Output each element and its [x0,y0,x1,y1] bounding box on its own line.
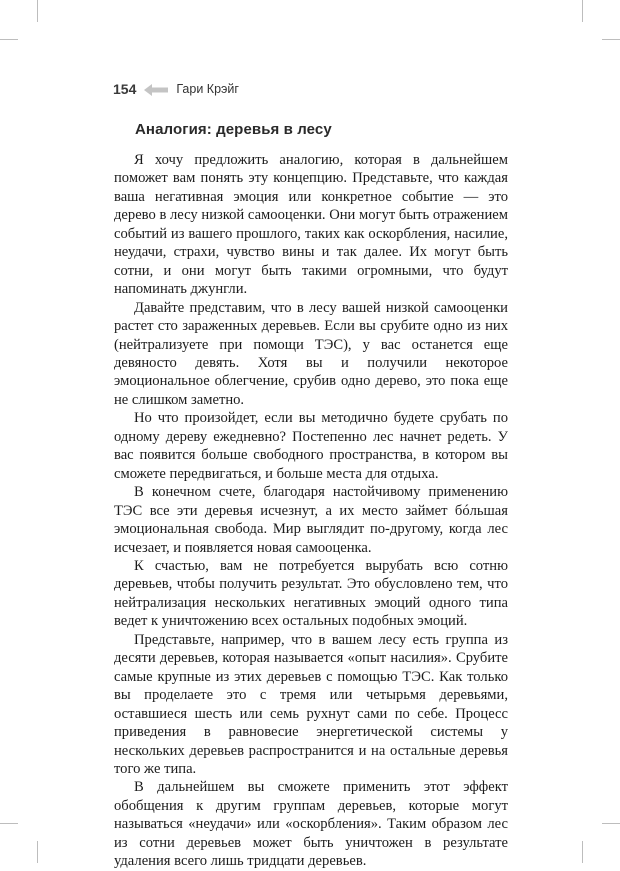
crop-mark-bottom-right [582,841,583,863]
paragraph: Представьте, например, что в вашем лесу есть группа из десяти деревьев, которая называется «опыт насилия». Срубите самые крупные из этих деревьев с помощью ТЭС. Как только вы проделаете это с тремя или четырьмя деревьями, оставшиеся шесть или семь рухнут сами по себе. Процесс приведения в равновесие энергетической системы у нескольких деревьев распространится и на остальные деревья того же типа. [114,631,508,777]
page-number: 154 [113,81,137,97]
crop-mark-top-left [37,0,38,22]
section-heading: Аналогия: деревья в лесу [135,121,332,138]
crop-mark-bottom-left [37,841,38,863]
crop-mark-top-right-h [602,39,620,40]
paragraph: Но что произойдет, если вы методично будете срубать по одному дереву ежедневно? Постепенно лес начнет редеть. У вас появится больше свободного пространства, в котором вы сможете передвигаться, и больше места для отдыха. [114,410,508,482]
crop-mark-top-right [582,0,583,22]
crop-mark-bottom-left-h [0,823,18,824]
paragraph: К счастью, вам не потребуется вырубать всю сотню деревьев, чтобы получить результат. Это обусловлено тем, что нейтрализация нескольких негативных эмоций одного типа ведет к уничтожению всех остальных подобных эмоций. [114,557,508,630]
body-text [114,151,508,871]
paragraph: В конечном счете, благодаря настойчивому применению ТЭС все эти деревья исчезнут, а их место займет бóльшая эмоциональная свобода. Мир выглядит по-другому, когда лес исчезает, и появляется новая самооценка. [114,484,508,556]
paragraph: Я хочу предложить аналогию, которая в дальнейшем поможет вам понять эту концепцию. Представьте, что каждая ваша негативная эмоция или конкретное событие — это дерево в лесу низкой самооценки. Они могут быть отражением событий из вашего прошлого, таких как оскорбления, насилие, неудачи, страхи, чувство вины и так далее. Их могут быть сотни, и они могут быть такими огромными, что будут напоминать джунгли. [114,152,508,298]
running-header [113,79,239,99]
paragraph: В дальнейшем вы сможете применить этот эффект обобщения к другим группам деревьев, которые могут называться «неудачи» или «оскорбления». Таким образом лес из сотни деревьев может быть уничтожен в результате удаления всего лишь тридцати деревьев. [114,779,508,870]
running-title-author: Гари Крэйг [176,82,239,96]
left-arrow-icon [144,83,168,95]
paragraph: Давайте представим, что в лесу вашей низкой самооценки растет сто зараженных деревьев. Если вы срубите одно из них (нейтрализуете при помощи ТЭС), у вас останется еще девяносто девять. Хотя вы и получили некоторое эмоциональное облегчение, срубив одно дерево, это пока еще не слишком заметно. [114,299,508,408]
crop-mark-bottom-right-h [602,823,620,824]
crop-mark-top-left-h [0,39,18,40]
